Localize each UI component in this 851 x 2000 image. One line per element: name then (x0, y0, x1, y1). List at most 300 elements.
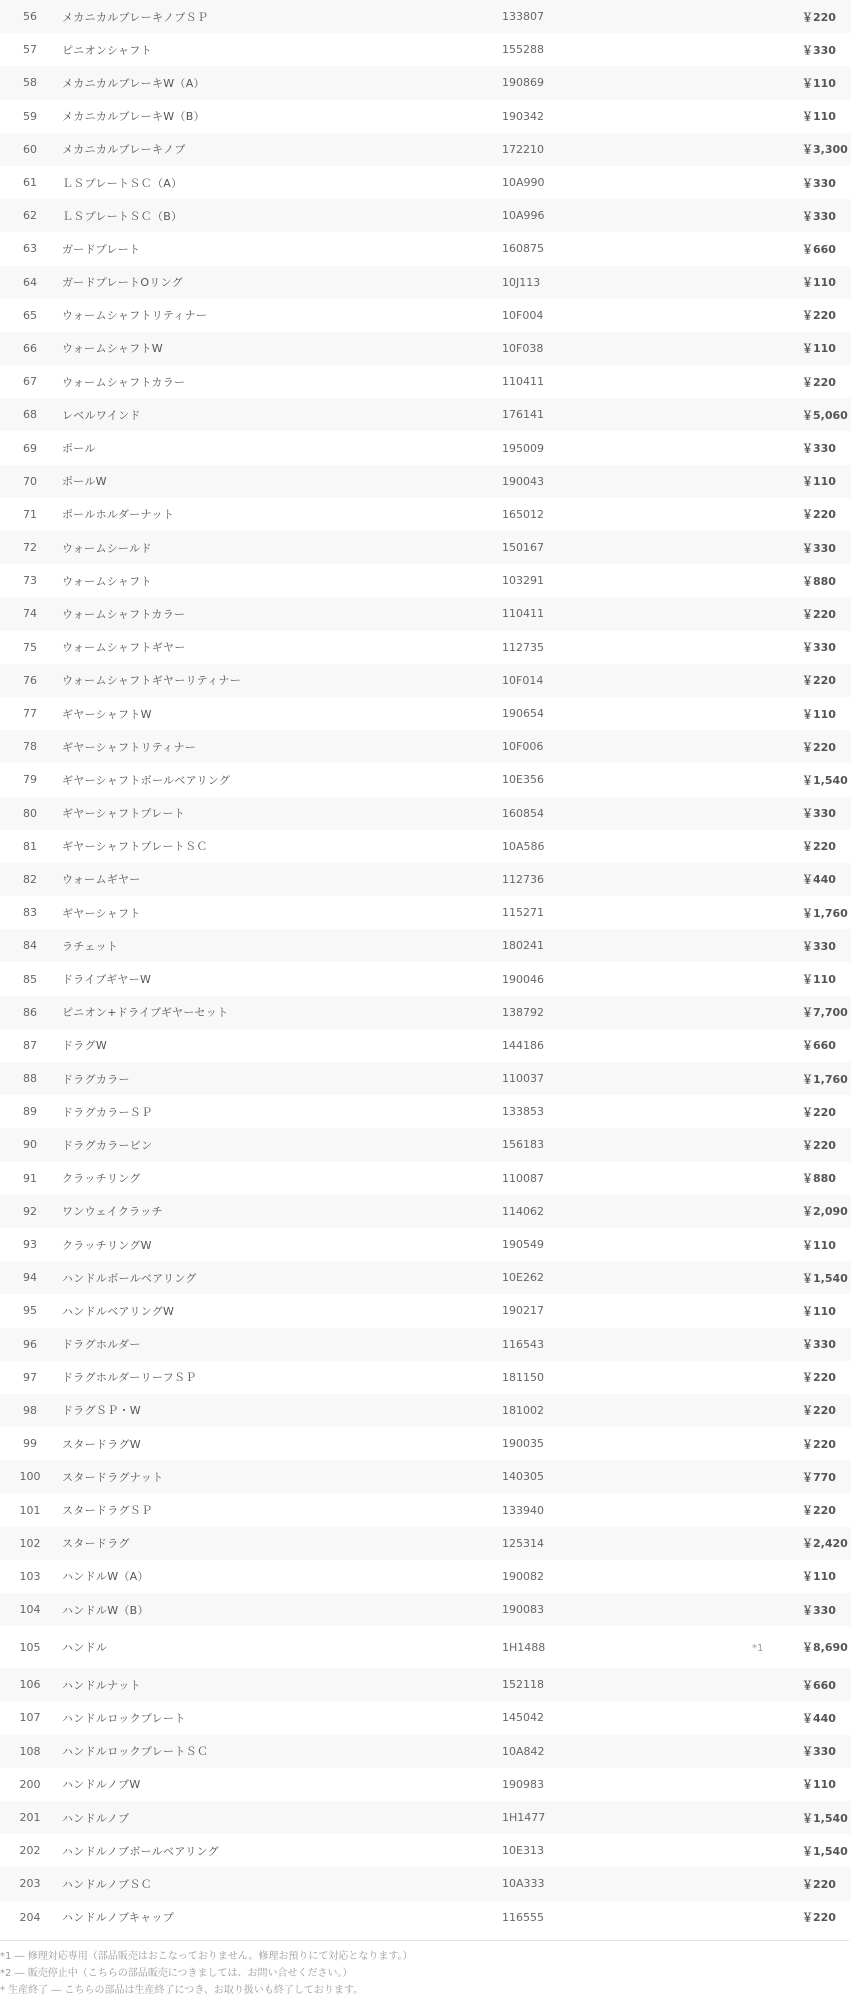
part-code-cell (502, 1901, 632, 1934)
part-price: ￥440 (802, 873, 836, 887)
part-price: ￥2,090 (802, 1205, 848, 1219)
part-code: 190046 (502, 972, 544, 986)
part-code-cell (502, 1195, 632, 1228)
part-name: ハンドルノブキャップ (62, 1911, 175, 1925)
part-number-cell (0, 929, 60, 962)
part-number-cell (0, 1062, 60, 1095)
part-name-cell (60, 1228, 502, 1261)
part-price: ￥220 (802, 1404, 836, 1418)
part-name-cell (60, 166, 502, 199)
part-code: 195009 (502, 441, 544, 455)
part-price: ￥1,540 (802, 1811, 848, 1825)
part-number-cell (0, 332, 60, 365)
part-name: ドラグカラーＳＰ (62, 1105, 153, 1119)
part-code: 145042 (502, 1711, 544, 1725)
part-price: ￥110 (802, 973, 836, 987)
part-name: メカニカルブレーキノブＳＰ (62, 10, 209, 24)
part-price-cell (632, 631, 836, 664)
part-name-cell (60, 1867, 502, 1900)
part-price: ￥110 (802, 342, 836, 356)
part-name: ドラグホルダーリーフＳＰ (62, 1371, 197, 1385)
part-code-cell (502, 299, 632, 332)
part-name: ギヤーシャフトプレートＳＣ (62, 840, 208, 854)
part-name: ハンドル (62, 1641, 108, 1655)
part-number: 72 (23, 541, 37, 555)
part-name: ピニオン+ドライブギヤーセット (62, 1006, 229, 1020)
part-name: ウォームシールド (62, 541, 152, 555)
footnotes (0, 1940, 849, 1997)
part-price: ￥330 (802, 209, 836, 223)
part-code: 190043 (502, 474, 544, 488)
part-price-cell (632, 730, 836, 763)
part-name-cell (60, 100, 502, 133)
part-code-cell (502, 531, 632, 564)
part-price-cell (632, 1735, 836, 1768)
part-name: ハンドルロックプレート (62, 1711, 186, 1725)
part-code-cell (502, 962, 632, 995)
part-code-cell (502, 896, 632, 929)
part-code: 10F014 (502, 673, 544, 687)
part-price: ￥220 (802, 607, 836, 621)
part-price-cell (632, 1560, 836, 1593)
part-price: ￥110 (802, 707, 836, 721)
part-price-cell (632, 100, 836, 133)
part-code-cell (502, 1128, 632, 1161)
part-code-cell (502, 1834, 632, 1867)
part-price: ￥330 (802, 541, 836, 555)
footnote-3: * 生産終了 ― こちらの部品は生産終了につき、お取り扱いも終了しております。 (0, 1984, 364, 1996)
part-name: メカニカルブレーキW（A） (62, 76, 205, 90)
part-number: 203 (19, 1877, 41, 1891)
part-price-cell (632, 1294, 836, 1327)
part-price-cell (632, 564, 836, 597)
part-name-cell (60, 266, 502, 299)
part-number: 58 (23, 76, 37, 90)
part-code-cell (502, 863, 632, 896)
part-code-cell (502, 232, 632, 265)
part-number: 105 (19, 1640, 41, 1654)
part-number-cell (0, 66, 60, 99)
part-price: ￥220 (802, 840, 836, 854)
part-price-cell (632, 1095, 836, 1128)
part-number: 106 (19, 1678, 41, 1692)
part-number-cell (0, 398, 60, 431)
part-number-cell (0, 863, 60, 896)
part-name: ＬＳプレートＳＣ（B） (62, 209, 183, 223)
part-code: 103291 (502, 574, 544, 588)
part-price-cell (632, 133, 848, 166)
part-code: 115271 (502, 906, 544, 920)
part-number-cell (0, 763, 60, 796)
part-number-cell (0, 1593, 60, 1626)
part-code-cell (502, 1427, 632, 1460)
part-number: 75 (23, 640, 37, 654)
part-price-cell (632, 1328, 836, 1361)
part-name-cell (60, 631, 502, 664)
part-price: ￥880 (802, 574, 836, 588)
part-name: ポール (62, 442, 96, 456)
table-row (0, 1735, 851, 1768)
table-row (0, 1062, 851, 1095)
part-number-cell (0, 1527, 60, 1560)
part-number-cell (0, 1668, 60, 1701)
part-name-cell (60, 1062, 502, 1095)
part-number-cell (0, 697, 60, 730)
part-name: ハンドルW（A） (62, 1570, 149, 1584)
part-code: 112735 (502, 640, 544, 654)
part-code-cell (502, 631, 632, 664)
part-number-cell (0, 266, 60, 299)
part-name-cell (60, 133, 502, 166)
part-name-cell (60, 697, 502, 730)
part-code-cell (502, 1560, 632, 1593)
part-number: 100 (19, 1470, 41, 1484)
part-price: ￥8,690 (802, 1641, 848, 1655)
part-name-cell (60, 332, 502, 365)
table-row (0, 1095, 851, 1128)
part-name-cell (60, 66, 502, 99)
part-price: ￥110 (802, 110, 836, 124)
part-code: 10A586 (502, 839, 545, 853)
table-row (0, 1460, 851, 1493)
part-price-cell (632, 365, 836, 398)
part-code: 114062 (502, 1204, 544, 1218)
part-code-cell (502, 365, 632, 398)
part-price-cell (632, 664, 836, 697)
part-number: 63 (23, 242, 37, 256)
part-number-cell (0, 531, 60, 564)
part-number-cell (0, 1834, 60, 1867)
part-code: 190549 (502, 1238, 544, 1252)
part-code: 125314 (502, 1536, 544, 1550)
table-row (0, 1261, 851, 1294)
part-name: ポールホルダーナット (62, 508, 175, 522)
part-number: 86 (23, 1005, 37, 1019)
table-row (0, 1801, 851, 1834)
part-code: 110037 (502, 1072, 544, 1086)
part-price: ￥220 (802, 1371, 836, 1385)
part-number: 93 (23, 1238, 37, 1252)
part-number: 71 (23, 507, 37, 521)
part-price: ￥5,060 (802, 408, 848, 422)
part-code-cell (502, 398, 632, 431)
part-code-cell (502, 1394, 632, 1427)
table-row (0, 1228, 851, 1261)
table-row (0, 1128, 851, 1161)
part-price-cell (632, 199, 836, 232)
part-price-cell (632, 498, 836, 531)
part-number: 59 (23, 109, 37, 123)
part-price-cell (632, 166, 836, 199)
part-number-cell (0, 1095, 60, 1128)
part-code-cell (502, 1029, 632, 1062)
part-code-cell (502, 266, 632, 299)
part-code-cell (502, 1062, 632, 1095)
part-name-cell (60, 564, 502, 597)
part-price-cell (632, 332, 836, 365)
part-number: 67 (23, 375, 37, 389)
table-row (0, 531, 851, 564)
part-price-cell (632, 763, 848, 796)
part-name: ピニオンシャフト (62, 43, 152, 57)
part-code-cell (502, 1261, 632, 1294)
table-row (0, 929, 851, 962)
part-code: 10E262 (502, 1271, 544, 1285)
part-name: ハンドルノブW (62, 1778, 141, 1792)
part-code-cell (502, 664, 632, 697)
part-number: 85 (23, 972, 37, 986)
part-price: ￥110 (802, 276, 836, 290)
part-number-cell (0, 1128, 60, 1161)
table-row (0, 232, 851, 265)
part-number: 104 (19, 1603, 41, 1617)
part-number-cell (0, 465, 60, 498)
part-price: ￥3,300 (802, 143, 848, 157)
part-number: 102 (19, 1536, 41, 1550)
part-number-cell (0, 1294, 60, 1327)
part-name-cell (60, 830, 502, 863)
part-name: ウォームシャフトギヤーリティナー (62, 674, 242, 688)
part-code: 10A333 (502, 1877, 545, 1891)
table-row (0, 1361, 851, 1394)
part-number-cell (0, 1427, 60, 1460)
part-code: 172210 (502, 142, 544, 156)
part-code-cell (502, 0, 632, 33)
part-number: 60 (23, 142, 37, 156)
part-price-cell (632, 1901, 836, 1934)
part-price-cell (632, 996, 848, 1029)
part-price: ￥1,760 (802, 1072, 848, 1086)
part-code-cell (502, 1626, 632, 1668)
part-number-cell (0, 0, 60, 33)
part-code: 155288 (502, 43, 544, 57)
part-price-cell (632, 1261, 848, 1294)
part-name: ウォームシャフトカラー (62, 607, 186, 621)
part-name: スタードラグ (62, 1537, 130, 1551)
part-price: ￥880 (802, 1172, 836, 1186)
part-name: ハンドルベアリングW (62, 1304, 175, 1318)
part-code-cell (502, 1328, 632, 1361)
part-price-cell (632, 1834, 848, 1867)
table-row (0, 1029, 851, 1062)
part-name: ガードプレートOリング (62, 276, 183, 290)
part-code-cell (502, 66, 632, 99)
part-code: 156183 (502, 1138, 544, 1152)
part-code-cell (502, 1294, 632, 1327)
part-name-cell (60, 365, 502, 398)
part-name-cell (60, 1701, 502, 1734)
part-price-cell (632, 697, 836, 730)
part-number: 62 (23, 209, 37, 223)
table-row (0, 0, 851, 33)
part-name: クラッチリングW (62, 1238, 152, 1252)
table-row (0, 631, 851, 664)
table-row (0, 498, 851, 531)
part-name: ハンドルボールベアリング (62, 1271, 197, 1285)
table-row (0, 1626, 851, 1668)
part-number-cell (0, 1735, 60, 1768)
part-code-cell (502, 1162, 632, 1195)
part-number-cell (0, 232, 60, 265)
part-number-cell (0, 166, 60, 199)
part-name-cell (60, 1901, 502, 1934)
part-price-cell (632, 1062, 848, 1095)
part-name: ドラグW (62, 1039, 108, 1053)
part-number: 108 (19, 1744, 41, 1758)
part-price: ￥110 (802, 475, 836, 489)
table-row (0, 763, 851, 796)
part-price-cell (632, 929, 836, 962)
part-name: ハンドルノブボールベアリング (62, 1844, 219, 1858)
part-price: ￥220 (802, 1504, 836, 1518)
part-number-cell (0, 730, 60, 763)
part-code: 110411 (502, 375, 544, 389)
part-number: 64 (23, 275, 37, 289)
part-name-cell (60, 1735, 502, 1768)
part-number: 79 (23, 773, 37, 787)
part-price-cell (632, 863, 836, 896)
part-name-cell (60, 1261, 502, 1294)
part-code-cell (502, 564, 632, 597)
part-code: 10E356 (502, 773, 544, 787)
part-code-cell (502, 1095, 632, 1128)
part-number-cell (0, 498, 60, 531)
part-code-cell (502, 133, 632, 166)
part-price: ￥330 (802, 807, 836, 821)
part-name: ウォームギヤー (62, 873, 141, 887)
part-code: 140305 (502, 1470, 544, 1484)
part-code: 190082 (502, 1569, 544, 1583)
part-price-cell (632, 398, 848, 431)
part-number: 98 (23, 1403, 37, 1417)
part-number: 82 (23, 872, 37, 886)
part-price-cell (632, 1701, 836, 1734)
footnote-2: *2 ― 販売停止中（こちらの部品販売につきましては、お問い合せください。） (0, 1967, 353, 1979)
table-row (0, 199, 851, 232)
part-price-cell (632, 1162, 836, 1195)
part-code: 133940 (502, 1503, 544, 1517)
table-row (0, 33, 851, 66)
part-number: 204 (19, 1910, 41, 1924)
part-code: 180241 (502, 939, 544, 953)
part-code: 10J113 (502, 275, 541, 289)
part-code-cell (502, 199, 632, 232)
part-price-cell (632, 962, 836, 995)
table-row (0, 1394, 851, 1427)
part-number-cell (0, 1361, 60, 1394)
part-number-cell (0, 664, 60, 697)
part-code: 190342 (502, 109, 544, 123)
part-name: ハンドルナット (62, 1678, 141, 1692)
table-row (0, 664, 851, 697)
part-name-cell (60, 33, 502, 66)
part-price-cell (632, 797, 836, 830)
part-name-cell (60, 1128, 502, 1161)
part-code: 190217 (502, 1304, 544, 1318)
part-price: ￥330 (802, 176, 836, 190)
part-code: 110411 (502, 607, 544, 621)
part-number-cell (0, 299, 60, 332)
part-name: ウォームシャフト (62, 574, 152, 588)
part-number-cell (0, 1768, 60, 1801)
part-number-cell (0, 1560, 60, 1593)
table-row (0, 431, 851, 464)
part-price: ￥660 (802, 242, 836, 256)
part-name-cell (60, 1560, 502, 1593)
part-number: 66 (23, 341, 37, 355)
part-price: ￥330 (802, 1603, 836, 1617)
part-number: 91 (23, 1171, 37, 1185)
part-code: 1H1477 (502, 1811, 546, 1825)
part-name-cell (60, 1768, 502, 1801)
table-row (0, 299, 851, 332)
part-number-cell (0, 1701, 60, 1734)
table-row (0, 1560, 851, 1593)
part-number-cell (0, 1626, 60, 1668)
table-row (0, 365, 851, 398)
part-price-cell (632, 431, 836, 464)
part-number: 73 (23, 574, 37, 588)
part-name: ギヤーシャフトプレート (62, 807, 186, 821)
part-code: 190654 (502, 707, 544, 721)
part-code-cell (502, 1361, 632, 1394)
part-number-cell (0, 996, 60, 1029)
part-name: ポールW (62, 475, 107, 489)
part-price: ￥7,700 (802, 1006, 848, 1020)
table-row (0, 166, 851, 199)
part-name-cell (60, 763, 502, 796)
part-name: ギヤーシャフトリティナー (62, 740, 197, 754)
part-price: ￥330 (802, 641, 836, 655)
part-price-cell (632, 1593, 836, 1626)
table-row (0, 1493, 851, 1526)
part-number: 96 (23, 1337, 37, 1351)
part-number-cell (0, 1460, 60, 1493)
table-row (0, 1901, 851, 1934)
table-row (0, 1527, 851, 1560)
part-number: 92 (23, 1204, 37, 1218)
part-price: ￥330 (802, 43, 836, 57)
part-price-cell (632, 1867, 836, 1900)
part-number-cell (0, 33, 60, 66)
part-number: 99 (23, 1437, 37, 1451)
part-price: ￥1,540 (802, 1271, 848, 1285)
part-code: 10E313 (502, 1844, 544, 1858)
part-number: 76 (23, 673, 37, 687)
table-row (0, 1867, 851, 1900)
part-name-cell (60, 996, 502, 1029)
part-name: ギヤーシャフトW (62, 707, 152, 721)
part-code: 181150 (502, 1370, 544, 1384)
part-name-cell (60, 1095, 502, 1128)
part-code: 112736 (502, 872, 544, 886)
part-name-cell (60, 1195, 502, 1228)
table-row (0, 1668, 851, 1701)
part-name-cell (60, 531, 502, 564)
part-number-cell (0, 1328, 60, 1361)
part-number-cell (0, 962, 60, 995)
part-number: 103 (19, 1569, 41, 1583)
part-code: 10F004 (502, 308, 544, 322)
part-number-cell (0, 1901, 60, 1934)
part-number: 61 (23, 176, 37, 190)
part-price-cell (632, 1128, 836, 1161)
part-name: メカニカルブレーキW（B） (62, 110, 205, 124)
part-price-cell (632, 465, 836, 498)
part-number-cell (0, 896, 60, 929)
part-code: 110087 (502, 1171, 544, 1185)
part-name: ドライブギヤーW (62, 973, 152, 987)
